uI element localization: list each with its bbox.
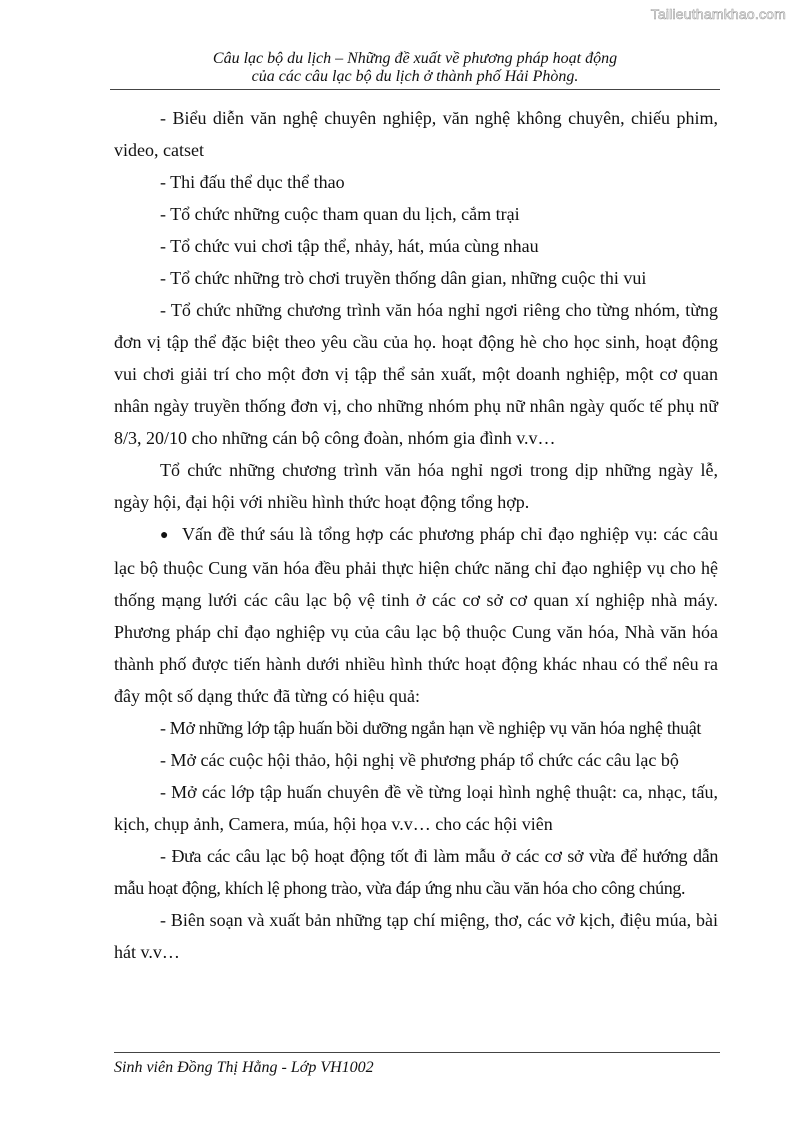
bullet-icon: ● — [160, 528, 169, 543]
paragraph: - Tổ chức những cuộc tham quan du lịch, cắm trại — [160, 204, 520, 224]
paragraph: - Đưa các câu lạc bộ hoạt động tốt đi làm mẫu ở các cơ sở vừa để hướng dẫn mẫu hoạt động, khích lệ phong trào, vừa đáp ứng nhu cầu văn hóa cho công chúng. — [114, 846, 718, 898]
document-body — [114, 102, 718, 968]
header-line-2: của các câu lạc bộ du lịch ở thành phố Hải Phòng. — [251, 68, 579, 85]
paragraph: - Mở những lớp tập huấn bồi dưỡng ngắn hạn về nghiệp vụ văn hóa nghệ thuật — [160, 718, 702, 738]
paragraph: - Biểu diễn văn nghệ chuyên nghiệp, văn nghệ không chuyên, chiếu phim, video, catset — [114, 108, 718, 160]
paragraph: - Tổ chức những chương trình văn hóa nghỉ ngơi riêng cho từng nhóm, từng đơn vị tập thể đặc biệt theo yêu cầu của họ. hoạt động hè cho học sinh, hoạt động vui chơi giải trí cho một đơn vị tập thể sản xuất, một doanh nghiệp, một cơ quan nhân ngày truyền thống đơn vị, cho những nhóm phụ nữ nhân ngày quốc tế phụ nữ 8/3, 20/10 cho những cán bộ công đoàn, nhóm gia đình v.v… — [114, 300, 718, 448]
bullet-paragraph — [114, 518, 718, 712]
site-watermark: Tailieuthamkhao.com — [650, 6, 786, 22]
paragraph: - Mở các lớp tập huấn chuyên đề về từng loại hình nghệ thuật: ca, nhạc, tấu, kịch, chụp ảnh, Camera, múa, hội họa v.v… cho các hội viên — [114, 782, 718, 834]
paragraph: - Thi đấu thể dục thể thao — [160, 172, 345, 192]
paragraph: - Biên soạn và xuất bản những tạp chí miệng, thơ, các vở kịch, điệu múa, bài hát v.v… — [114, 910, 718, 962]
bullet-paragraph-text: Vấn đề thứ sáu là tổng hợp các phương pháp chỉ đạo nghiệp vụ: các câu lạc bộ thuộc Cung văn hóa đều phải thực hiện chức năng chỉ đạo nghiệp vụ cho hệ thống mạng lưới các câu lạc bộ vệ tinh ở các cơ sở cơ quan xí nghiệp nhà máy. Phương pháp chỉ đạo nghiệp vụ của câu lạc bộ thuộc Cung văn hóa, Nhà văn hóa thành phố được tiến hành dưới nhiều hình thức hoạt động khác nhau có thể nêu ra đây một số dạng thức đã từng có hiệu quả: — [114, 524, 718, 706]
paragraph: - Tổ chức vui chơi tập thể, nhảy, hát, múa cùng nhau — [160, 236, 539, 256]
page-footer: Sinh viên Đồng Thị Hằng - Lớp VH1002 — [114, 1052, 720, 1077]
paragraph: Tổ chức những chương trình văn hóa nghỉ ngơi trong dịp những ngày lễ, ngày hội, đại hội với nhiều hình thức hoạt động tổng hợp. — [114, 460, 718, 512]
page-header — [110, 50, 720, 90]
paragraph: - Tổ chức những trò chơi truyền thống dân gian, những cuộc thi vui — [160, 268, 647, 288]
paragraph: - Mở các cuộc hội thảo, hội nghị về phương pháp tổ chức các câu lạc bộ — [160, 750, 679, 770]
header-line-1: Câu lạc bộ du lịch – Những đề xuất về phương pháp hoạt động — [212, 50, 618, 67]
